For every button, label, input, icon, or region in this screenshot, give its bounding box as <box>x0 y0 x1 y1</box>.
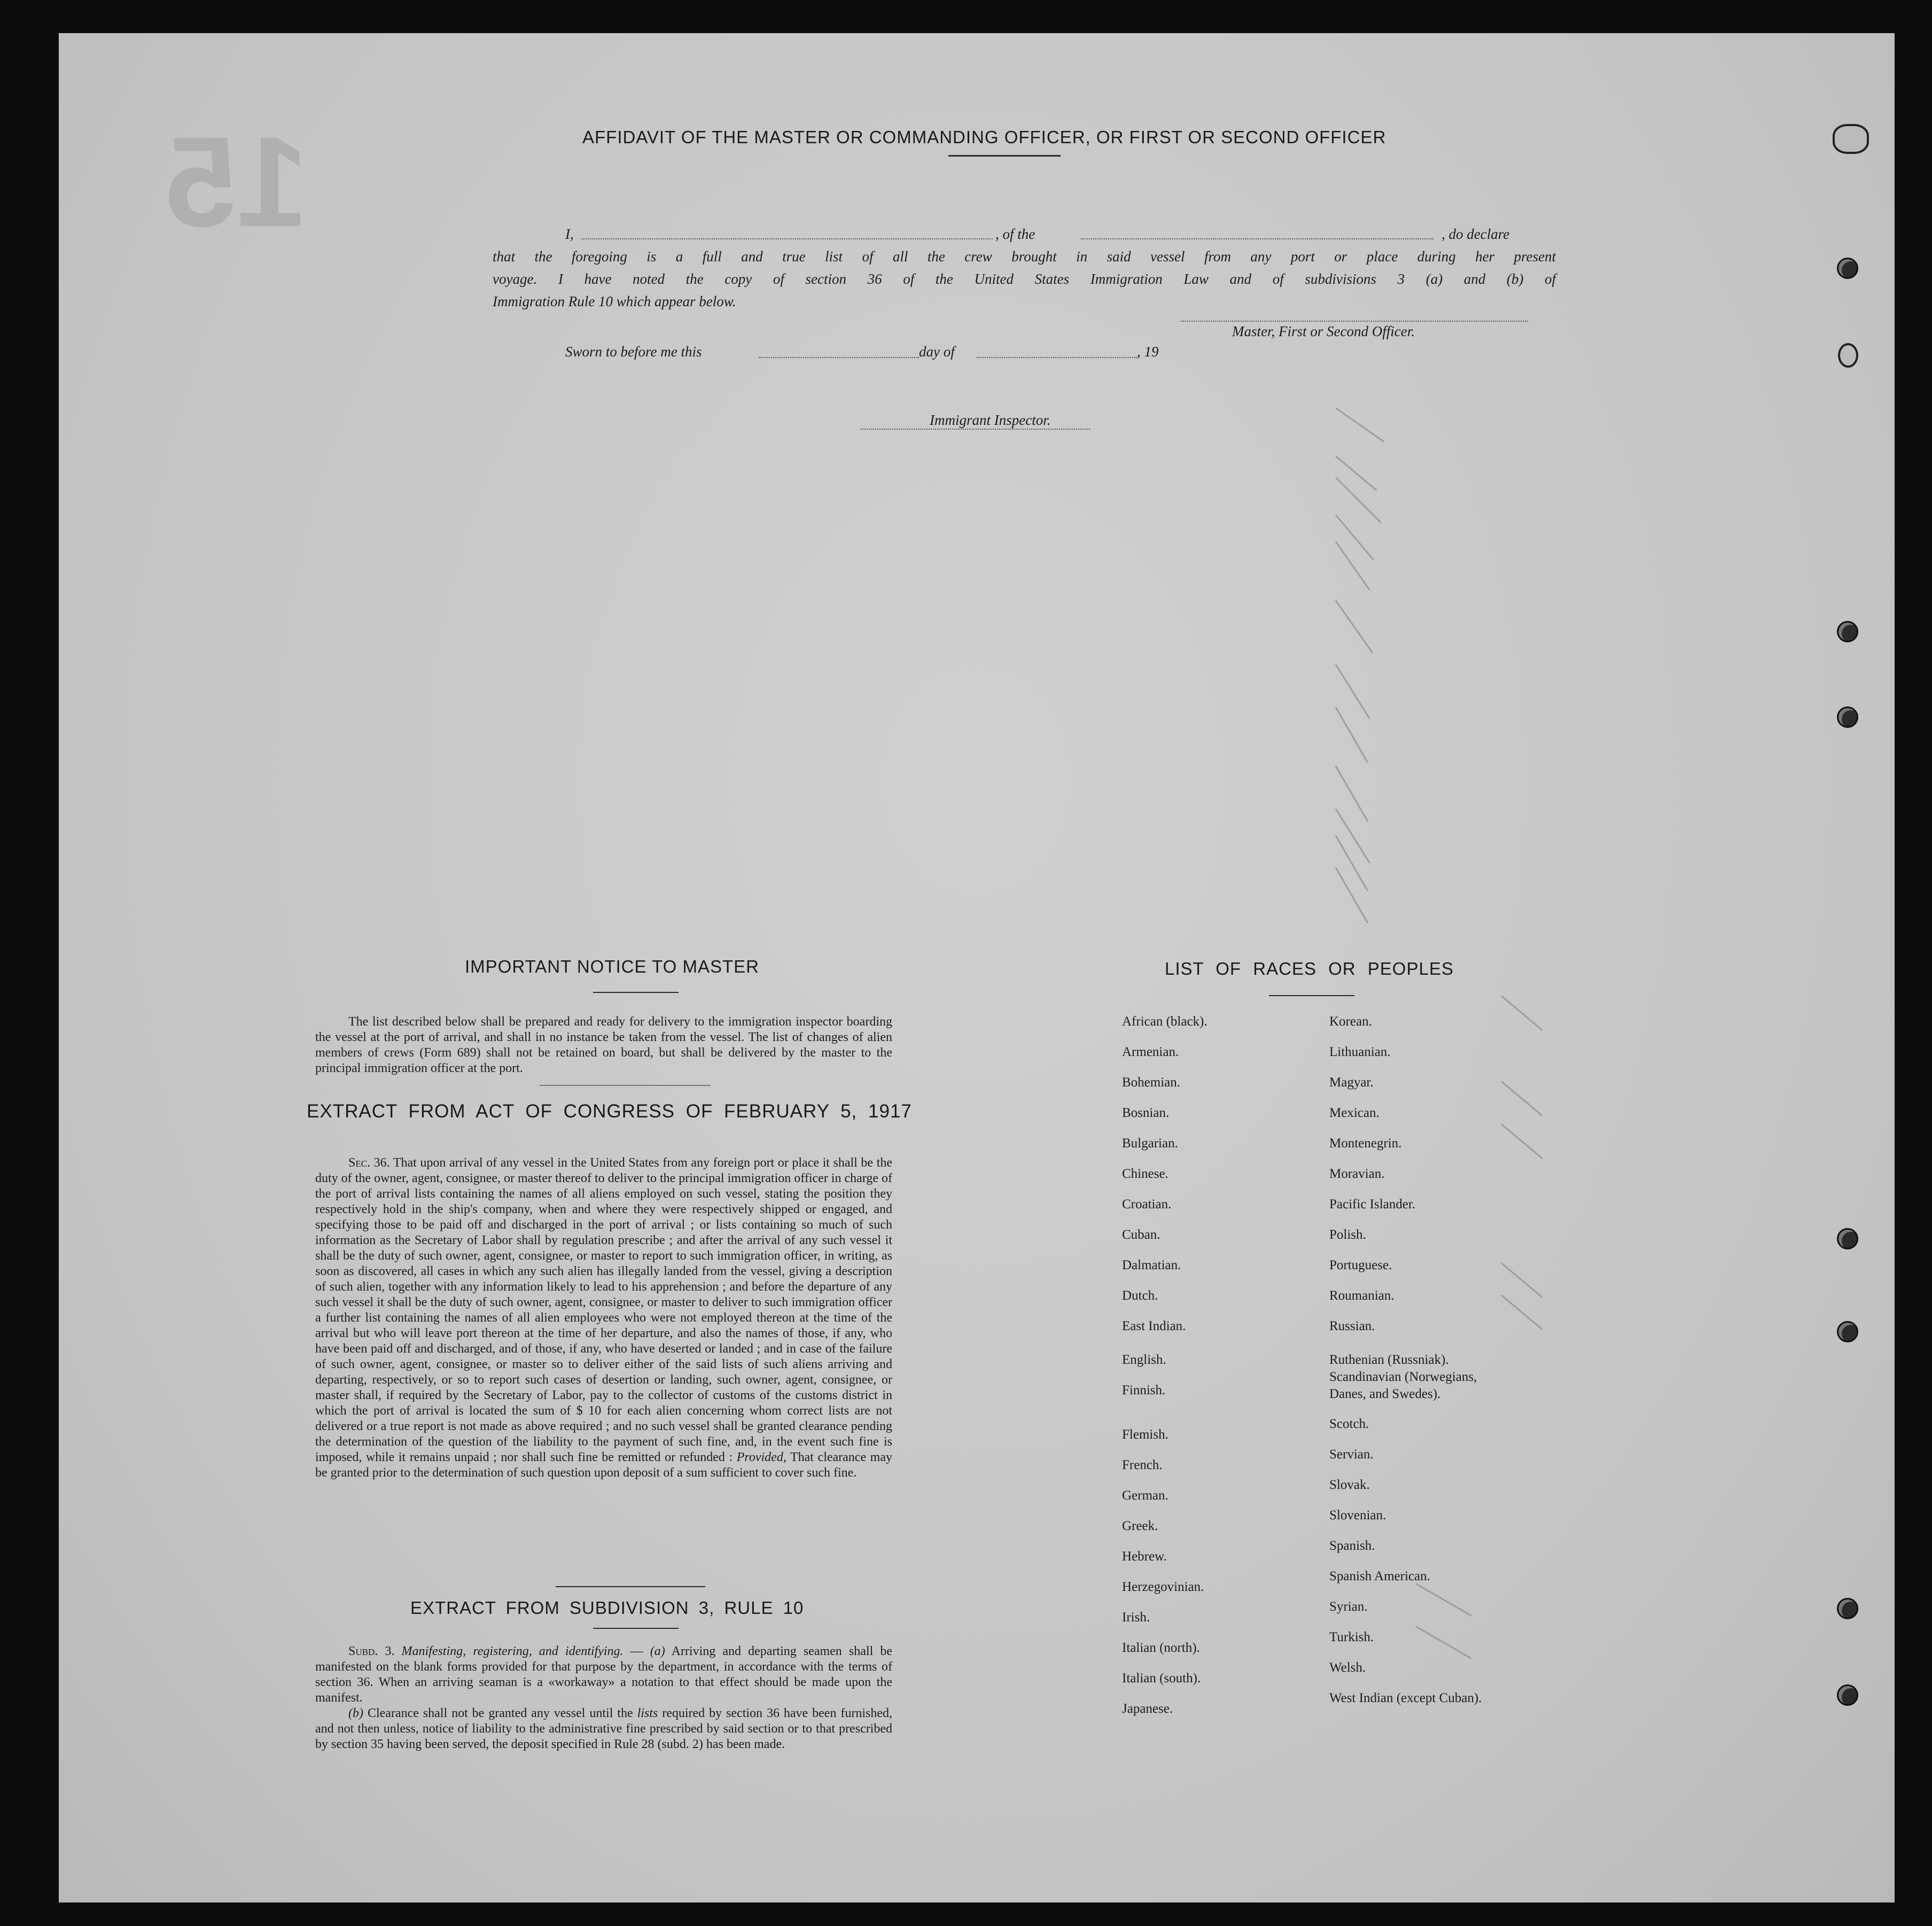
race-item: Scotch. <box>1329 1417 1369 1431</box>
pencil-tick <box>1335 600 1373 654</box>
race-item: Cuban. <box>1122 1228 1160 1242</box>
binder-hole <box>1837 621 1858 642</box>
pencil-tick <box>1501 1294 1543 1330</box>
i-label: I, <box>565 226 574 242</box>
notice-text <box>315 1014 892 1076</box>
race-item: Roumanian. <box>1329 1288 1395 1303</box>
race-item: Finnish. <box>1122 1383 1166 1397</box>
extract-rule-underline <box>593 1628 679 1629</box>
notice-title: IMPORTANT NOTICE TO MASTER <box>465 957 760 976</box>
declarant-line <box>565 223 1554 245</box>
extract-act-title: EXTRACT FROM ACT OF CONGRESS OF FEBRUARY 5, 1917 <box>307 1101 912 1122</box>
pencil-tick <box>1335 835 1369 891</box>
race-item: Dutch. <box>1122 1288 1158 1303</box>
race-item: English. <box>1122 1353 1166 1367</box>
year-label: , 19 <box>1137 344 1159 360</box>
bleed-through-number: 15 <box>166 110 308 253</box>
pencil-tick <box>1415 1626 1471 1659</box>
subd-heading: Manifesting, registering, and identifying. <box>401 1644 624 1658</box>
affidavit-text-line2: that the foregoing is a full and true list of all the crew brought in said vessel from any port or place during her present <box>493 248 1556 265</box>
notice-paragraph: The list described below shall be prepared and ready for delivery to the immigration inspector boarding the vessel at the port of arrival, and shall in no instance be taken from the vessel. The list of changes of alien members of crews (Form 689) shall not be retained on board, but shall be delivered by the master to the principal immigration officer at the port. <box>315 1015 892 1075</box>
race-item: West Indian (except Cuban). <box>1329 1691 1482 1705</box>
binder-hole <box>1838 343 1858 368</box>
pencil-tick <box>1501 995 1543 1031</box>
race-item: Bulgarian. <box>1122 1136 1178 1151</box>
pencil-tick <box>1335 707 1369 763</box>
race-item: Spanish. <box>1329 1539 1375 1553</box>
binder-hole <box>1837 258 1858 279</box>
binder-hole <box>1837 1684 1858 1706</box>
race-item: Croatian. <box>1122 1197 1172 1211</box>
race-item: Dalmatian. <box>1122 1258 1181 1272</box>
race-item: Servian. <box>1329 1447 1374 1462</box>
race-item: East Indian. <box>1122 1319 1186 1333</box>
race-item: Pacific Islander. <box>1329 1197 1416 1211</box>
race-item: Chinese. <box>1122 1167 1168 1181</box>
of-the-label: , of the <box>995 226 1035 242</box>
extract-act-text <box>315 1155 892 1481</box>
affidavit-title: AFFIDAVIT OF THE MASTER OR COMMANDING OFFICER, OR FIRST OR SECOND OFFICER <box>582 127 1386 147</box>
race-item: Russian. <box>1329 1319 1375 1333</box>
binder-hole <box>1833 124 1869 154</box>
race-item: Hebrew. <box>1122 1549 1167 1564</box>
sworn-day-blank[interactable] <box>759 357 919 358</box>
race-item: German. <box>1122 1488 1168 1503</box>
pencil-tick <box>1415 1583 1471 1617</box>
race-item: Bosnian. <box>1122 1106 1170 1120</box>
declarant-name-blank[interactable] <box>581 238 993 239</box>
pencil-tick <box>1335 515 1374 561</box>
race-item: Turkish. <box>1329 1630 1374 1644</box>
para-b-mark: (b) <box>348 1706 363 1720</box>
para-a-text: Arriving and departing seamen shall be manifested on the blank forms provided for that purpose by the department, in accordance with the terms of section 36. When an arriving seaman is a «workaway» a notation to that effect should be made upon the manifest. <box>315 1644 893 1705</box>
race-item: Greek. <box>1122 1519 1158 1533</box>
pencil-tick <box>1335 477 1382 523</box>
notice-title-underline <box>593 992 679 993</box>
race-item: Polish. <box>1329 1228 1366 1242</box>
affidavit-title-underline <box>948 155 1061 157</box>
extract-rule-title: EXTRACT FROM SUBDIVISION 3, RULE 10 <box>410 1598 804 1618</box>
races-title: LIST OF RACES OR PEOPLES <box>1165 959 1454 978</box>
extract-rule-text: Subd. 3. Manifesting, registering, and identifying. — (a) Arriving and departing seamen shall be manifested on the blank forms provided for that purpose by the department, in accordance with the terms of section 36. When an arriving seaman is a «workaway» a notation to that effect should be made upon the manifest. (b) Clearance shall not be granted any vessel until the lists required by section 36 have been furnished, and not then unless, notice of liability to the administrative fine prescribed by said section or to that prescribed by section 35 having been served, the deposit specified in Rule 28 (subd. 2) has been made. <box>315 1644 893 1751</box>
pencil-tick <box>1335 867 1369 923</box>
race-item: French. <box>1122 1458 1163 1472</box>
para-b-text-1: Clearance shall not be granted any vessel until the <box>367 1706 633 1720</box>
race-item: Moravian. <box>1329 1167 1385 1181</box>
sworn-month-blank[interactable] <box>977 357 1137 358</box>
notice-rule <box>540 1085 711 1086</box>
master-signature-label: Master, First or Second Officer. <box>1232 323 1415 339</box>
sec-36-text-end: That clearance may be granted prior to the determination of such question upon deposit of a sum sufficient to cover such fine. <box>315 1450 893 1480</box>
race-item: Magyar. <box>1329 1075 1374 1090</box>
race-item: Danes, and Swedes). <box>1329 1387 1441 1401</box>
sworn-line <box>565 341 1260 362</box>
binder-hole <box>1837 1321 1858 1342</box>
pencil-tick <box>1501 1123 1543 1159</box>
pencil-tick <box>1335 664 1370 719</box>
race-item: Korean. <box>1329 1014 1372 1029</box>
extract-act-rule <box>556 1586 705 1587</box>
race-item: Lithuanian. <box>1329 1045 1391 1059</box>
race-item: Spanish American. <box>1329 1569 1430 1583</box>
para-b-text-2: required by section 36 have been furnished, and not then unless, notice of liability to the administrative fine prescribed by said section or to that prescribed by section 35 having been served, the deposit specified in Rule 28 (subd. 2) has been made. <box>315 1706 893 1751</box>
race-item: African (black). <box>1122 1014 1208 1029</box>
para-a-mark: (a) <box>650 1644 665 1658</box>
do-declare-label: , do declare <box>1442 226 1510 242</box>
race-item: Italian (north). <box>1122 1641 1200 1655</box>
race-item: Slovak. <box>1329 1478 1370 1492</box>
race-item: Bohemian. <box>1122 1075 1181 1090</box>
day-of-label: day of <box>919 344 955 360</box>
race-item: Irish. <box>1122 1610 1150 1625</box>
race-item: Syrian. <box>1329 1599 1368 1614</box>
race-item: Japanese. <box>1122 1702 1173 1716</box>
race-item: Flemish. <box>1122 1427 1168 1442</box>
pencil-tick <box>1501 1262 1543 1298</box>
binder-hole <box>1837 706 1858 728</box>
race-item: Armenian. <box>1122 1045 1179 1059</box>
sworn-label: Sworn to before me this <box>565 344 702 360</box>
race-item: Ruthenian (Russniak). <box>1329 1353 1449 1367</box>
para-b-lists: lists <box>637 1706 658 1720</box>
subd-label: Subd. 3. <box>348 1644 395 1658</box>
race-item: Slovenian. <box>1329 1508 1386 1523</box>
race-item: Italian (south). <box>1122 1671 1201 1686</box>
pencil-tick <box>1335 766 1369 822</box>
vessel-name-blank[interactable] <box>1081 238 1434 239</box>
provided-label: Provided, <box>736 1450 786 1464</box>
race-item: Herzegovinian. <box>1122 1580 1204 1594</box>
manifest-back-page <box>59 33 1895 1902</box>
binder-hole <box>1837 1228 1858 1249</box>
pencil-tick <box>1335 407 1384 442</box>
affidavit-text-line3: voyage. I have noted the copy of section 36 of the United States Immigration Law and of subdivisions 3 (a) and (b) of <box>493 271 1556 287</box>
binder-hole <box>1837 1598 1858 1619</box>
race-item: Mexican. <box>1329 1106 1380 1120</box>
pencil-tick <box>1501 1081 1543 1116</box>
inspector-label: Immigrant Inspector. <box>930 412 1051 428</box>
sec-36-text: That upon arrival of any vessel in the United States from any foreign port or place it shall be the duty of the owner, agent, consignee, or master thereof to deliver to the principal immigration officer in charge of the port of arrival lists containing the names of all aliens employed on such vessel, stating the position they respectively hold in the ship's company, when and where they were respectively shipped or engaged, and specifying those to be paid off and discharged in the port of arrival ; or lists containing so much of such information as the Secretary of Labor shall by regulation prescribe ; and after the arrival of any such vessel it shall be the duty of such owner, agent, consignee, or master to report to such immigration officer, in writing, as soon as discovered, all cases in which any such alien has illegally landed from the vessel, giving a description of such alien, together with any information likely to lead to his apprehension ; and before the departure of any such vessel it shall be the duty of such owner, agent, consignee, or master to deliver to such immigration officer a further list containing the names of all alien employees who were not employed thereon at the time of the arrival but who will leave port thereon at the time of her departure, and also the names of those, if any, who have been paid off and discharged, and of those, if any, who have deserted or landed ; and in case of the failure of such owner, agent, consignee, or master so to deliver either of the said lists of such aliens arriving and departing, respectively, or so to report such cases of desertion or landing, such owner, agent, consignee, or master shall, if required by the Secretary of Labor, pay to the collector of customs of the customs district in which the port of arrival is located the sum of $ 10 for each alien concerning whom correct lists are not delivered or a true report is not made as above required ; and no such vessel shall be granted clearance pending the determination of the question of the liability to the payment of such fine, and, in the event such fine is imposed, while it remains unpaid ; nor shall such fine be remitted or refunded : <box>315 1156 892 1464</box>
races-title-underline <box>1269 995 1354 996</box>
race-item: Portuguese. <box>1329 1258 1392 1272</box>
race-item: Scandinavian (Norwegians, <box>1329 1370 1477 1384</box>
sec-36-label: Sec. 36. <box>348 1156 390 1170</box>
race-item: Montenegrin. <box>1329 1136 1402 1151</box>
pencil-tick <box>1335 455 1377 491</box>
affidavit-text-line4: Immigration Rule 10 which appear below. <box>493 293 736 309</box>
race-item: Welsh. <box>1329 1660 1366 1675</box>
